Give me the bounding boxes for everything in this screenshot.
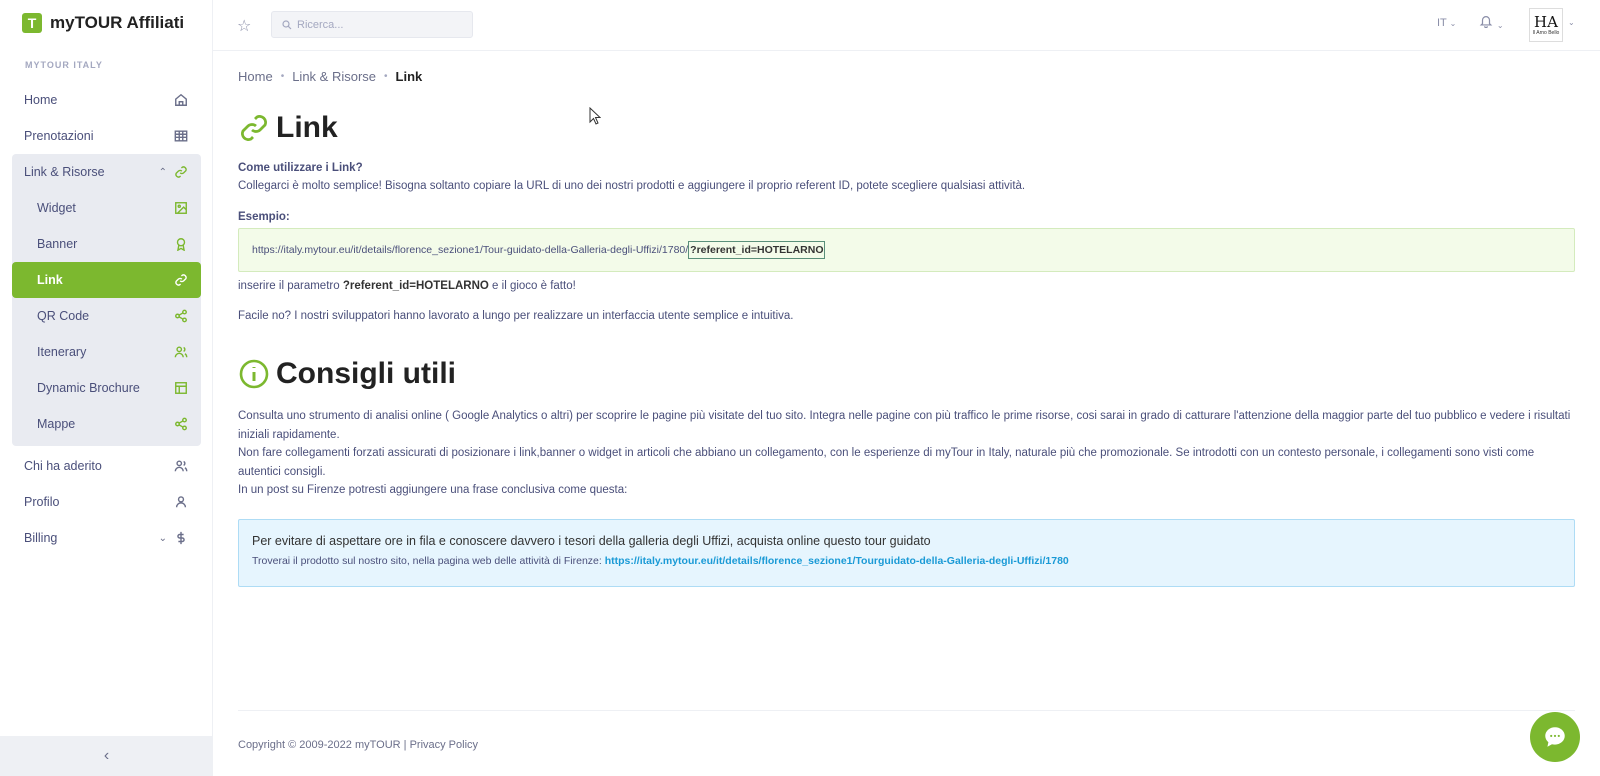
example-post-link-prefix: Troverai il prodotto sul nostro sito, nella pagina web delle attività di Firenze:: [252, 555, 602, 567]
sidebar-item-billing[interactable]: [12, 520, 201, 556]
sidebar-item-label: QR Code: [37, 309, 90, 323]
image-icon: [173, 200, 189, 216]
avatar[interactable]: [1529, 8, 1563, 42]
search-icon: [282, 20, 292, 30]
sidebar-item-itenerary[interactable]: [12, 334, 201, 370]
instruction-prefix: inserire il parametro: [238, 280, 340, 292]
example-post-link-line: [252, 555, 1561, 567]
sidebar-item-label: Home: [24, 93, 58, 107]
chevron-down-icon: ⌄: [158, 532, 167, 544]
page-title: [238, 111, 338, 145]
sidebar-item-link-risorse[interactable]: [12, 154, 201, 190]
example-url: https://italy.mytour.eu/it/details/florence_sezione1/Tour-guidato-della-Galleria-degli-Uffizi/1780/: [252, 244, 689, 256]
example-post-link[interactable]: https://italy.mytour.eu/it/details/florence_sezione1/Tourguidato-della-Galleria-degli-Uffizi/1780: [604, 555, 1069, 567]
example-url-box[interactable]: [238, 228, 1575, 272]
link-question: Come utilizzare i Link?: [238, 162, 363, 174]
sidebar-item-label: Mappe: [37, 417, 76, 431]
link-note: Facile no? I nostri sviluppatori hanno lavorato a lungo per realizzare un interfaccia utente semplice e intuitiva.: [238, 310, 794, 322]
sidebar-item-label: Chi ha aderito: [24, 459, 102, 473]
sidebar-item-label: Dynamic Brochure: [37, 381, 140, 395]
users-icon: [173, 458, 189, 474]
language-label: IT: [1437, 17, 1447, 29]
bell-icon: [1479, 14, 1493, 28]
tips-paragraph-1: Consulta uno strumento di analisi online ( Google Analytics o altri) per scoprire le pagine più visitate del tuo sito. Integra nelle pagine con più traffico le prime risorse, cosi sarai in grado di catturare l'attenzione della maggior parte del tuo pubblico e vedere i risultati iniziali rapidamente.: [238, 410, 1571, 441]
notifications-button[interactable]: [1479, 14, 1504, 31]
sidebar-item-home[interactable]: [12, 82, 201, 118]
sidebar-group-link-risorse: [12, 154, 201, 446]
tips-title-text: Consigli utili: [276, 357, 456, 390]
award-icon: [173, 236, 189, 252]
example-label: Esempio:: [238, 211, 290, 223]
star-icon[interactable]: ☆: [237, 18, 252, 35]
privacy-policy-link[interactable]: Privacy Policy: [409, 739, 479, 751]
chevron-down-icon[interactable]: ⌄: [1568, 18, 1575, 27]
sidebar-item-link[interactable]: [12, 262, 201, 298]
page-title-text: Link: [276, 111, 338, 144]
chevron-down-icon: ⌄: [1449, 19, 1457, 28]
chat-button[interactable]: [1530, 712, 1580, 762]
language-selector[interactable]: [1437, 17, 1456, 29]
breadcrumb-link-risorse[interactable]: Link & Risorse: [292, 69, 377, 84]
sidebar-item-dynamic-brochure[interactable]: [12, 370, 201, 406]
tips-title: [238, 357, 456, 391]
search-placeholder: Ricerca...: [297, 18, 344, 31]
dollar-icon: [173, 530, 189, 546]
sidebar-item-label: Link: [37, 273, 63, 287]
sidebar-item-label: Profilo: [24, 495, 60, 509]
example-post-sentence: Per evitare di aspettare ore in fila e conoscere davvero i tesori della galleria degli Uffizi, acquista online questo tour guidato: [252, 534, 931, 548]
sidebar-collapse-button[interactable]: [0, 736, 213, 776]
share-icon: [173, 308, 189, 324]
info-icon: [238, 358, 270, 390]
topbar: [213, 0, 1600, 51]
link-icon: [238, 112, 270, 144]
share-icon: [173, 416, 189, 432]
sidebar-item-label: Billing: [24, 531, 58, 545]
instruction-param: ?referent_id=HOTELARNO: [342, 280, 489, 292]
sidebar-item-widget[interactable]: [12, 190, 201, 226]
user-icon: [173, 494, 189, 510]
tips-paragraph-3: In un post su Firenze potresti aggiungere una frase conclusiva come questa:: [238, 484, 628, 496]
footer: [238, 739, 478, 751]
search-input[interactable]: [271, 11, 473, 38]
footer-divider: [238, 710, 1575, 711]
mouse-cursor-icon: [589, 107, 601, 125]
sidebar-item-label: Widget: [37, 201, 76, 215]
avatar-subtext: Il Arno Bello: [1532, 29, 1560, 36]
breadcrumb: [238, 69, 422, 84]
sidebar-item-banner[interactable]: [12, 226, 201, 262]
sidebar-item-label: Prenotazioni: [24, 129, 94, 143]
breadcrumb-separator: •: [384, 71, 388, 82]
tips-paragraph-2: Non fare collegamenti forzati assicurati di posizionare i link,banner o widget in articoli che abbiano un collegamento, con le esperienze di myTour in Italy, naturale più che promozionale. Se introdotti con un contesto personale, i collegamenti sono visti come autentici consigli.: [238, 447, 1535, 478]
instruction-text: [238, 277, 1573, 296]
sidebar-item-profilo[interactable]: [12, 484, 201, 520]
sidebar-nav: [12, 82, 201, 556]
chevron-left-icon: ‹: [103, 747, 110, 764]
chevron-down-icon: ⌄: [1496, 21, 1504, 30]
sidebar: [0, 0, 213, 776]
layout-icon: [173, 380, 189, 396]
sidebar-section-label: MYTOUR ITALY: [25, 60, 103, 70]
breadcrumb-current: Link: [395, 69, 423, 84]
brand-logo-icon: T: [22, 13, 42, 33]
example-referent-param: ?referent_id=HOTELARNO: [688, 241, 825, 259]
chat-icon: [1542, 724, 1568, 750]
link-icon: [173, 272, 189, 288]
sidebar-item-chi-ha-aderito[interactable]: [12, 448, 201, 484]
link-icon: [173, 164, 189, 180]
brand[interactable]: [22, 13, 184, 33]
sidebar-item-label: Itenerary: [37, 345, 87, 359]
sidebar-item-prenotazioni[interactable]: [12, 118, 201, 154]
avatar-logo-text: HA: [1534, 12, 1558, 31]
sidebar-item-mappe[interactable]: [12, 406, 201, 442]
breadcrumb-separator: •: [280, 71, 285, 82]
example-post-box: [238, 519, 1575, 587]
chevron-up-icon: ⌃: [158, 166, 167, 178]
sidebar-item-label: Link & Risorse: [24, 165, 105, 179]
copyright-text: Copyright © 2009-2022 myTOUR |: [238, 739, 407, 751]
link-intro: Collegarci è molto semplice! Bisogna soltanto copiare la URL di uno dei nostri prodotti e aggiungere il proprio referent ID, potete scegliere qualsiasi attività.: [238, 180, 1026, 192]
home-icon: [173, 92, 189, 108]
instruction-suffix: e il gioco è fatto!: [492, 280, 576, 292]
breadcrumb-home[interactable]: Home: [238, 69, 273, 84]
sidebar-item-qr-code[interactable]: [12, 298, 201, 334]
sidebar-item-label: Banner: [37, 237, 78, 251]
table-icon: [173, 128, 189, 144]
users-icon: [173, 344, 189, 360]
brand-name: myTOUR Affiliati: [50, 13, 185, 32]
